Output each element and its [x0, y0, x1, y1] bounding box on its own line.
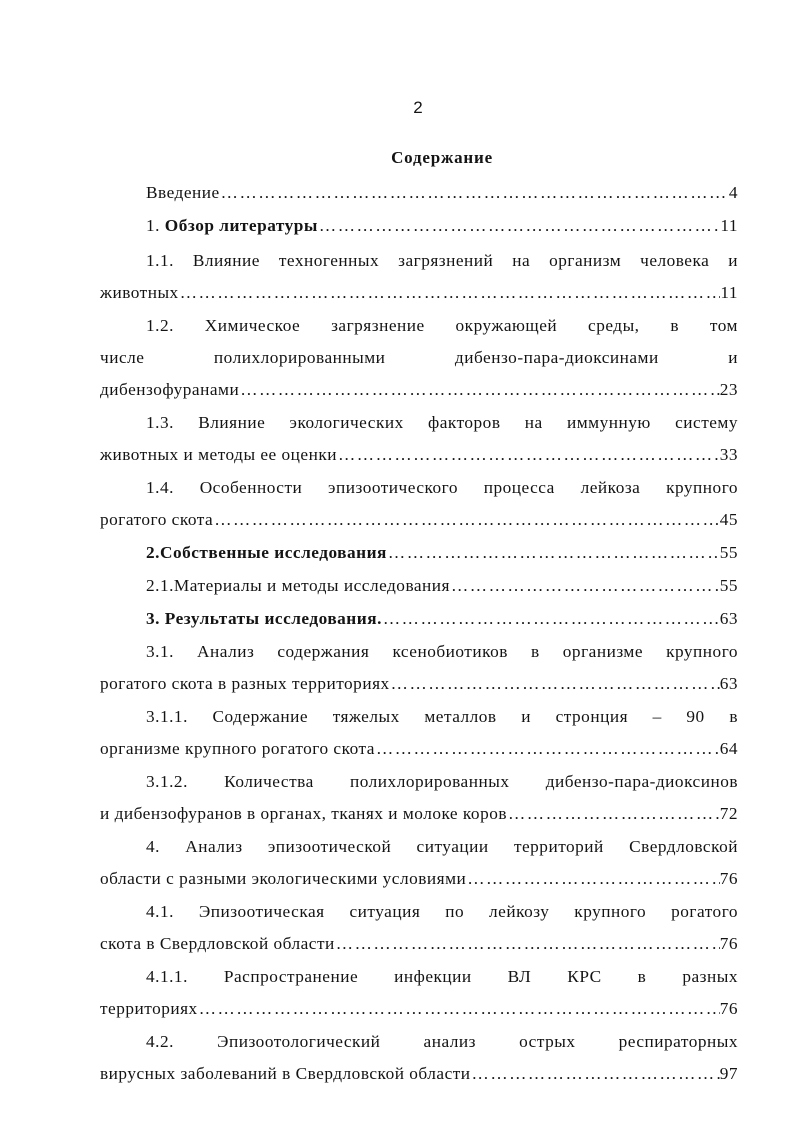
toc-entry-1-2 [100, 310, 738, 406]
toc-entry-text: 1.3. Влияние экологических факторов на иммунную систему [146, 413, 738, 432]
toc-entry-text: 4.1. Эпизоотическая ситуация по лейкозу крупного рогатого [146, 902, 738, 921]
toc-entry-1-3 [100, 407, 738, 471]
toc-entry-text: скота в Свердловской области [100, 934, 335, 953]
toc-page-number: 63 [719, 674, 738, 693]
toc-entry-text: 3.1. Анализ содержания ксенобиотиков в организме крупного [146, 642, 738, 661]
dot-leader [387, 537, 720, 569]
toc-entry-text: 3.1.2. Количества полихлорированных дибензо-пара-диоксинов [146, 772, 738, 791]
toc-entry-results [100, 603, 738, 635]
toc-entry-text: животных и методы ее оценки [100, 445, 337, 464]
toc-page-number: 23 [719, 380, 738, 399]
toc-page-number: 55 [719, 576, 738, 595]
toc-entry-3-1 [100, 636, 738, 700]
toc-entry-1-1 [100, 245, 738, 309]
toc-page-number: 63 [719, 609, 738, 628]
dot-leader [335, 928, 720, 960]
toc-entry-4 [100, 831, 738, 895]
toc-entry-text: 1.2. Химическое загрязнение окружающей среды, в том [146, 316, 738, 335]
dot-leader [220, 177, 729, 209]
toc-entry-text: рогатого скота в разных территориях [100, 674, 390, 693]
toc-page-number: 97 [719, 1064, 738, 1083]
toc-entry-introduction [100, 177, 738, 209]
toc-entry-text: 2.1.Материалы и методы исследования [146, 576, 450, 595]
dot-leader [198, 993, 720, 1025]
dot-leader [507, 798, 720, 830]
dot-leader [466, 863, 719, 895]
toc-page-number: 33 [719, 445, 738, 464]
toc-entry-text: 4.2. Эпизоотологический анализ острых респираторных [146, 1032, 738, 1051]
toc-page-number: 76 [719, 999, 738, 1018]
toc-entry-3-1-2 [100, 766, 738, 830]
dot-leader [318, 210, 720, 242]
page-number: 2 [413, 98, 423, 117]
toc-page-number: 11 [720, 216, 738, 235]
toc-entry-4-1-1 [100, 961, 738, 1025]
dot-leader [382, 603, 720, 635]
toc-entry-text: вирусных заболеваний в Свердловской области [100, 1064, 471, 1083]
toc-entry-text: числе полихлорированными дибензо-пара-диоксинами и [100, 348, 738, 367]
toc-entry-text: рогатого скота [100, 510, 214, 529]
toc-entry-bold-text: Обзор литературы [164, 216, 318, 235]
toc-entry-3-1-1 [100, 701, 738, 765]
dot-leader [337, 439, 720, 471]
dot-leader [179, 277, 721, 309]
toc-entry-literature-review [100, 210, 738, 242]
toc-page-number: 4 [728, 183, 738, 202]
toc-entry-text: 1.1. Влияние техногенных загрязнений на организм человека и [146, 251, 738, 270]
toc-entry-text: территориях [100, 999, 198, 1018]
toc-entry-own-research [100, 537, 738, 569]
table-of-contents [100, 177, 738, 1090]
toc-entry-text [146, 210, 318, 242]
toc-entry-text: животных [100, 283, 179, 302]
toc-entry-text: 4.1.1. Распространение инфекции ВЛ КРС в разных [146, 967, 738, 986]
dot-leader [471, 1058, 720, 1090]
toc-entry-text: 2.Собственные исследования [146, 543, 387, 562]
toc-entry-2-1 [100, 570, 738, 602]
toc-entry-4-1 [100, 896, 738, 960]
dot-leader [239, 374, 720, 406]
toc-page-number: 76 [719, 934, 738, 953]
toc-page-number: 72 [719, 804, 738, 823]
toc-page-number: 45 [719, 510, 738, 529]
toc-entry-number: 1. [146, 216, 165, 235]
toc-entry-text: 4. Анализ эпизоотической ситуации территорий Свердловской [146, 837, 738, 856]
toc-page-number: 76 [719, 869, 738, 888]
toc-entry-1-4 [100, 472, 738, 536]
toc-entry-text: 3. Результаты исследования. [146, 609, 382, 628]
dot-leader [390, 668, 720, 700]
toc-entry-text: и дибензофуранов в органах, тканях и молоке коров [100, 804, 508, 823]
toc-entry-text: организме крупного рогатого скота [100, 739, 375, 758]
toc-page-number: 64 [719, 739, 738, 758]
toc-entry-text: 1.4. Особенности эпизоотического процесса лейкоза крупного [146, 478, 738, 497]
toc-entry-text: области с разными экологическими условиями [100, 869, 467, 888]
dot-leader [375, 733, 720, 765]
dot-leader [213, 504, 720, 536]
toc-entry-text: Введение [146, 183, 220, 202]
toc-title: Содержание [391, 148, 493, 167]
dot-leader [450, 570, 720, 602]
toc-entry-text: дибензофуранами [100, 380, 240, 399]
toc-entry-4-2 [100, 1026, 738, 1090]
toc-page-number: 55 [719, 543, 738, 562]
toc-page-number: 11 [720, 283, 738, 302]
toc-entry-text: 3.1.1. Содержание тяжелых металлов и стронция – 90 в [146, 707, 738, 726]
